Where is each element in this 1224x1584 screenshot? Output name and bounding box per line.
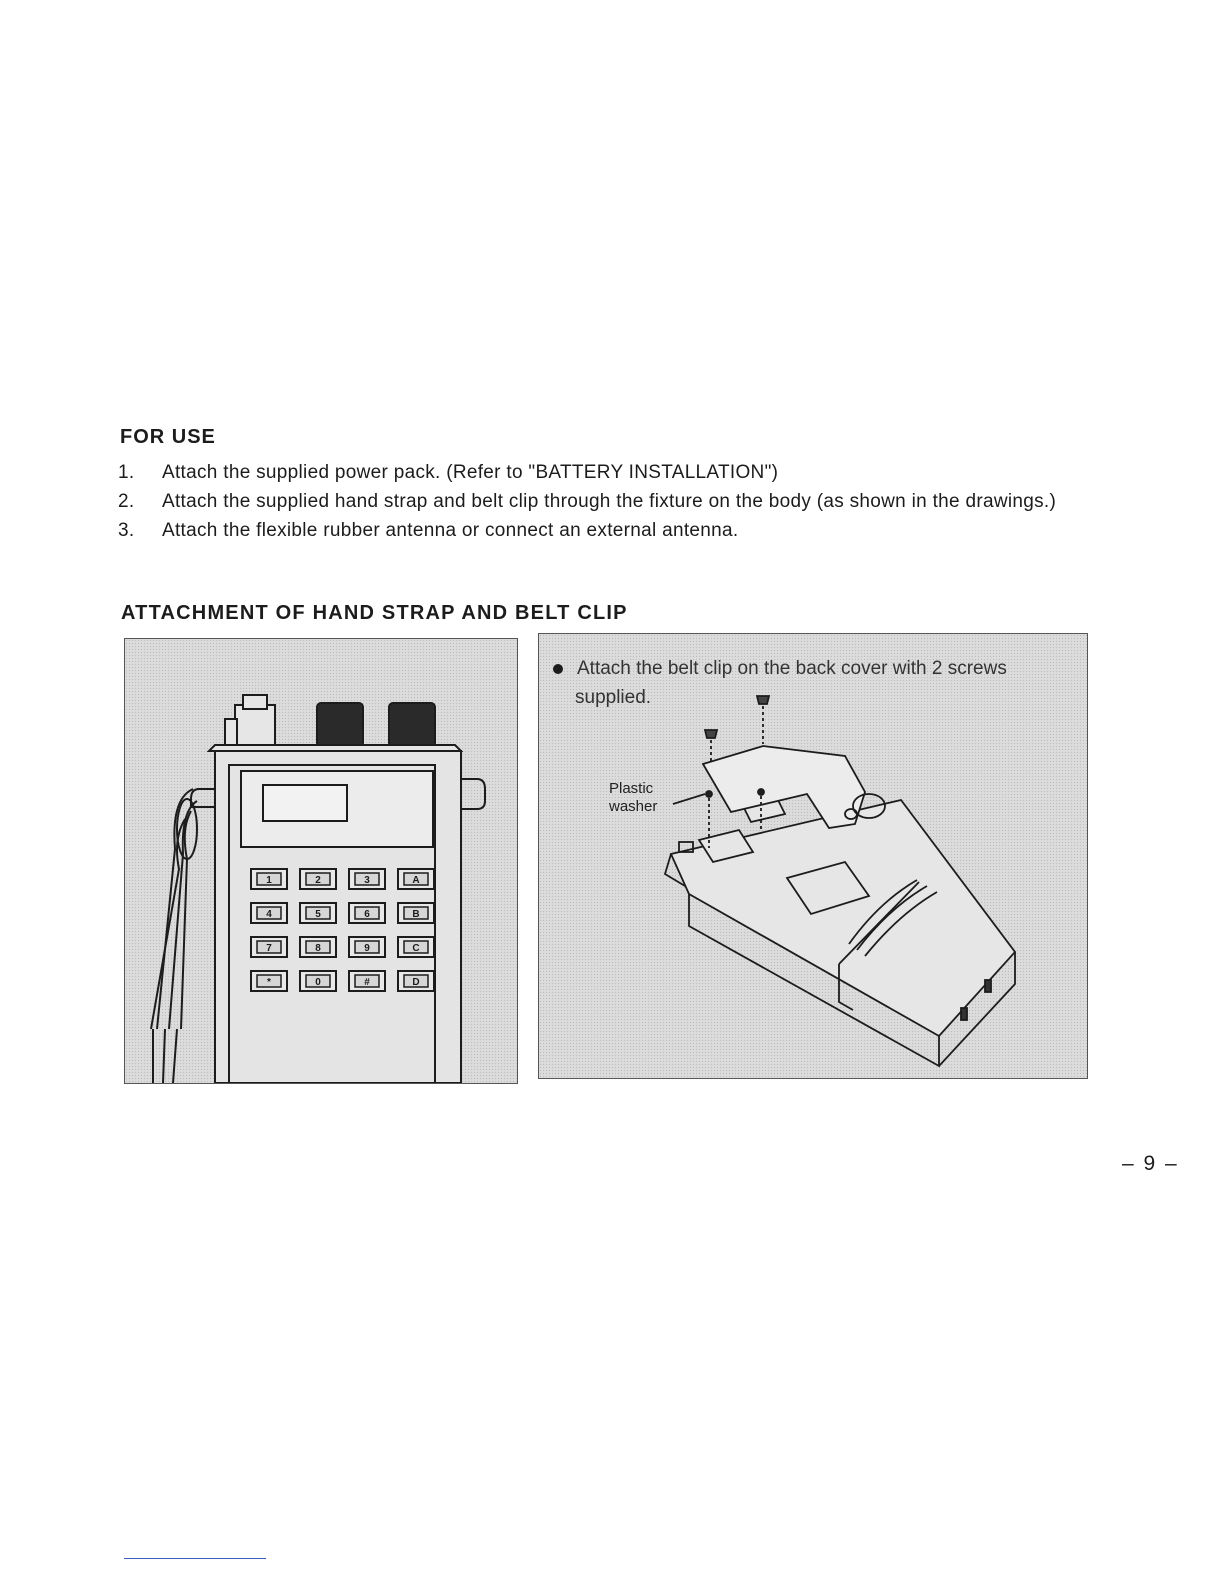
keypad-key-label: 3 [364,875,370,886]
radio-front-illustration [125,639,517,1083]
page-number: – 9 – [1122,1152,1179,1175]
step-number: 3. [118,520,135,541]
instruction-line: Attach the belt clip on the back cover with 2 screws [577,658,1007,679]
keypad-key-label: A [412,875,420,886]
keypad-key [300,937,336,957]
keypad-key [349,869,385,889]
keypad-key-label: 8 [315,943,321,954]
step-item [118,458,1098,487]
keypad-key [398,971,434,991]
keypad-key [398,937,434,957]
callout-line: washer [609,798,658,815]
instruction-line: supplied. [575,687,652,708]
callout-line: Plastic [609,780,654,797]
keypad-key [349,971,385,991]
keypad-key [300,971,336,991]
keypad-key [251,869,287,889]
plastic-washer-callout [609,780,657,816]
section-heading-attachment: ATTACHMENT OF HAND STRAP AND BELT CLIP [121,602,628,624]
keypad-key [251,937,287,957]
keypad-key-label: 4 [266,909,272,920]
keypad-key [349,937,385,957]
keypad-key-label: 0 [315,977,321,988]
figure-hand-strap [124,638,518,1084]
step-text: Attach the supplied hand strap and belt clip through the fixture on the body (as shown in the drawings.) [162,491,1057,512]
step-text: Attach the flexible rubber antenna or connect an external antenna. [162,520,739,541]
keypad-key-label: 2 [315,875,321,886]
footer-rule [124,1558,266,1559]
keypad-key-label: 5 [315,909,321,920]
keypad-key-label: D [412,977,420,988]
keypad-key [398,869,434,889]
keypad-key-label: B [412,909,420,920]
keypad-key [300,903,336,923]
step-item [118,487,1098,516]
belt-clip-instruction [553,654,1083,712]
step-item [118,516,1098,545]
keypad-key-label: * [267,977,271,988]
keypad-key-label: 1 [266,875,272,886]
keypad-key-label: C [412,943,420,954]
keypad-key-label: 9 [364,943,370,954]
step-number: 2. [118,491,135,512]
step-text: Attach the supplied power pack. (Refer to "BATTERY INSTALLATION") [162,462,779,483]
for-use-steps [118,458,1098,545]
keypad-key-label: 7 [266,943,272,954]
keypad-key-label: 6 [364,909,370,920]
keypad-key [300,869,336,889]
bullet-icon [553,664,563,674]
step-number: 1. [118,462,135,483]
figure-belt-clip [538,633,1088,1079]
keypad-key [251,903,287,923]
section-heading-for-use: FOR USE [120,426,216,448]
keypad-key [349,903,385,923]
keypad-key-label: # [364,977,370,988]
keypad-key [398,903,434,923]
keypad-key [251,971,287,991]
